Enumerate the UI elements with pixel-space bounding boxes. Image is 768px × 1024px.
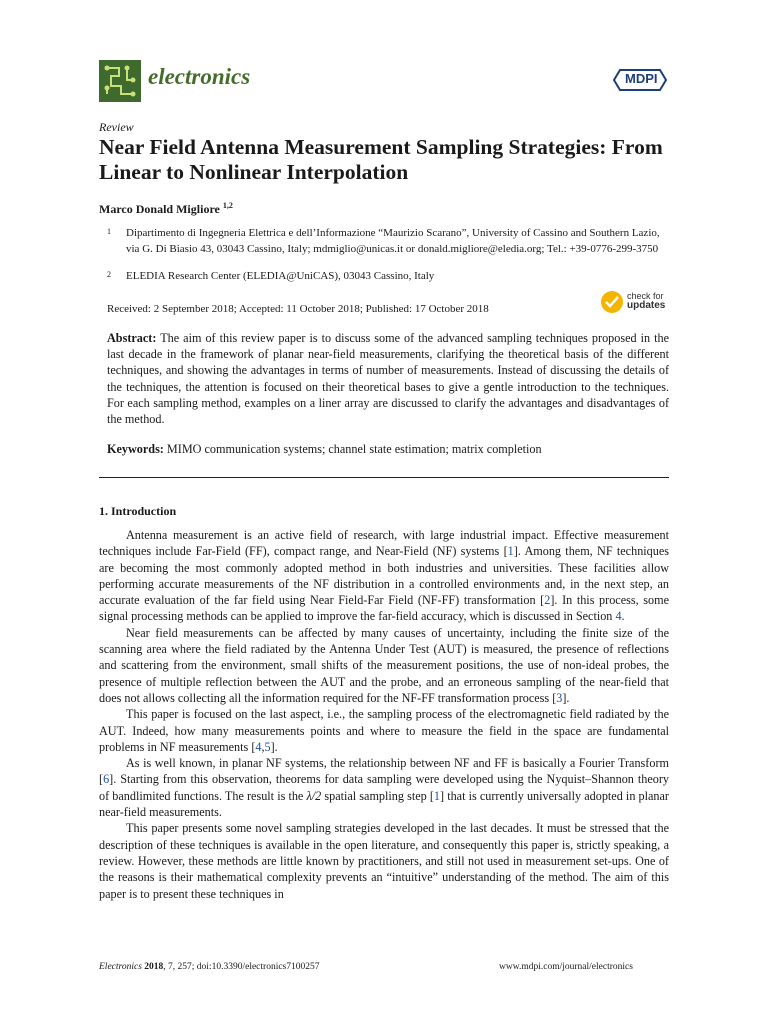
citation-link[interactable]: 4: [255, 739, 262, 754]
footer-url[interactable]: www.mdpi.com/journal/electronics: [499, 962, 633, 972]
paragraph: Near field measurements can be affected by many causes of uncertainty, including the finite size of the scanning area where the field radiated by the Antenna Under Test (AUT) is measured, the presence of reflections and scattering from the environment, small shifts of the measurement positions, the use of non-ideal probes, the presence of multiple reflection between the AUT and the probe, and an erroneous sampling of the near-field that does not allows collecting all the information required for the NF-FF transformation process [3].: [99, 625, 669, 705]
affiliation-1: 1 Dipartimento di Ingegneria Elettrica e dell’Informazione “Maurizio Scarano”, University of Cassino and Southern Lazio, via G. Di Biasio 43, 03043 Cassino, Italy; mdmiglio@unicas.it or donald.migliore@eledia.org; Tel.: +39-0776-299-3750: [107, 227, 660, 255]
paragraph: As is well known, in planar NF systems, the relationship between NF and FF is basically a Fourier Transform [6]. Starting from this observation, theorems for data sampling were developed using the Nyquist–Shannon theory of bandlimited functions. The result is the λ/2 spatial sampling step [1] that is currently universally adopted in planar near-field measurements.: [99, 756, 669, 820]
citation-link[interactable]: 3: [556, 690, 563, 705]
body-text: [99, 527, 669, 902]
author-name: Marco Donald Migliore $^{1,2}$: [99, 201, 233, 216]
footer-citation: Electronics 2018, 7, 257; doi:10.3390/electronics7100257: [99, 962, 320, 972]
section-heading: 1. Introduction: [99, 504, 177, 518]
publication-dates: Received: 2 September 2018; Accepted: 11 October 2018; Published: 17 October 2018: [107, 303, 489, 315]
citation-link[interactable]: 1: [507, 544, 514, 559]
citation-link[interactable]: 1: [433, 788, 441, 803]
section-link[interactable]: 4: [615, 609, 622, 624]
divider: [99, 477, 669, 478]
math-expression: λ/2: [306, 788, 322, 803]
journal-logo: [99, 60, 141, 102]
keywords: Keywords: MIMO communication systems; channel state estimation; matrix completion: [107, 442, 542, 456]
paragraph: This paper presents some novel sampling strategies developed in the last decades. It must be stressed that the description of these techniques is available in the open literature, and consequently this paper is, strictly speaking, a review. However, these methods are little known by practitioners, and still not used in measurement set-ups. One of the reasons is their mathematical complexity prevents an “intuitive” understanding of the method. The aim of this paper is to present these techniques in: [99, 821, 669, 901]
check-for-updates-badge[interactable]: check for updates: [600, 290, 672, 316]
publisher-logo: [612, 68, 668, 96]
article-title: Near Field Antenna Measurement Sampling Strategies: From Linear to Nonlinear Interpolation: [99, 135, 663, 184]
article-type: Review: [99, 120, 134, 134]
affiliation-2: 2 ELEDIA Research Center (ELEDIA@UniCAS), 03043 Cassino, Italy: [107, 270, 435, 282]
citation-link[interactable]: 2: [544, 593, 551, 608]
publisher-name: MDPI: [625, 71, 658, 86]
check-updates-icon: [600, 290, 624, 314]
journal-name: electronics: [148, 64, 251, 89]
paragraph: Antenna measurement is an active field of research, with large industrial impact. Effective measurement techniques include Far-Field (FF), compact range, and Near-Field (NF) systems [1]. Among them, NF techniques are becoming the most commonly adopted method in both industries and universities. These facilities allow performing accurate measurements of the NF distribution in a controlled environments and, in the next step, an accurate evaluation of the far field using Near Field-Far Field (NF-FF) transformation [2]. In this process, some signal processing methods can be applied to improve the far-field accuracy, which is discussed in Section 4.: [99, 528, 670, 624]
paragraph: This paper is focused on the last aspect, i.e., the sampling process of the electromagnetic field radiated by the AUT. Indeed, how many measurements points and where to measure the field in the space are fundamental problems in NF measurements [4,5].: [99, 707, 669, 754]
citation-link[interactable]: 5: [264, 739, 271, 754]
abstract: Abstract: The aim of this review paper is to discuss some of the advanced sampling techniques proposed in the last decade in the framework of planar near-field measurements, clarifying the theoretical basis of the different techniques, and showing the advantages in terms of number of measurements. Instead of discussing the details of the techniques, the attention is focused on their theoretical bases to give a gentle introduction to the techniques. For each sampling method, examples on a liner array are discussed to clarify the advantages and disadvantages of the method.: [107, 331, 669, 427]
citation-link[interactable]: 6: [103, 772, 110, 787]
